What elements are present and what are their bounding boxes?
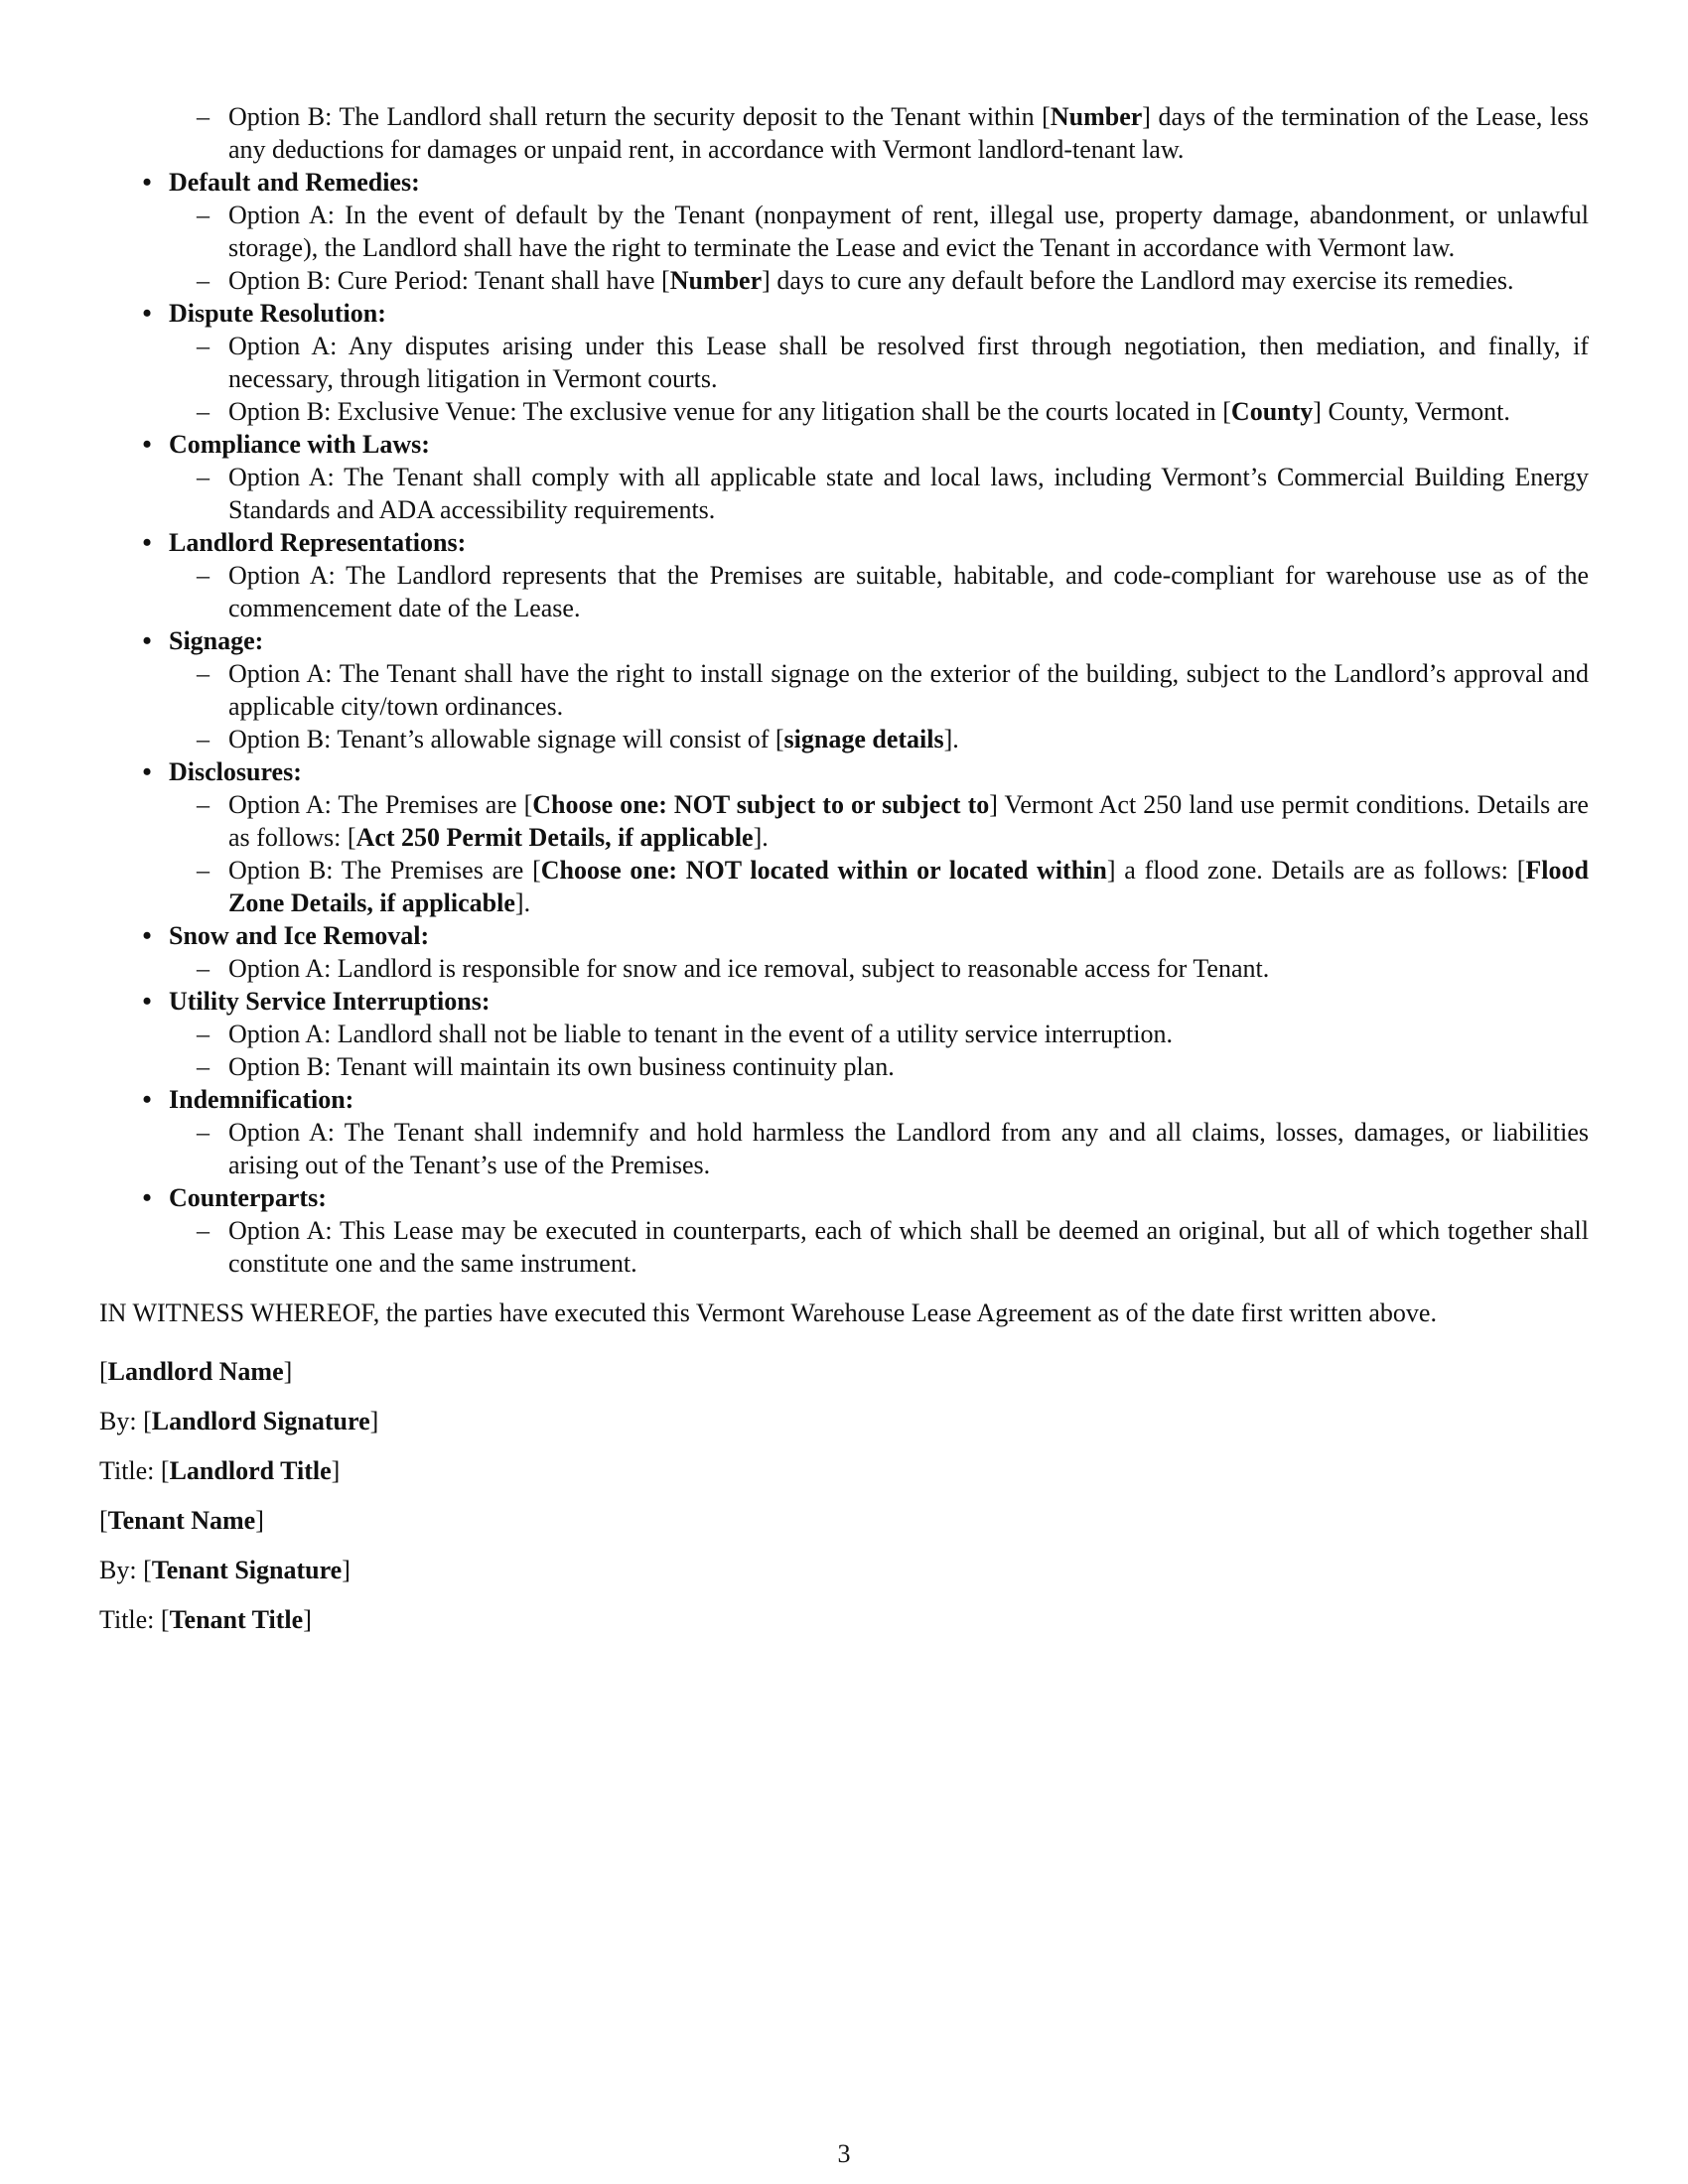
clause-option [169, 264, 1589, 297]
signature-line: [Tenant Name] [99, 1506, 264, 1535]
option-text-segment: Option A: The Premises are [228, 790, 524, 819]
option-text [228, 1118, 1589, 1179]
clause-title: Disclosures: [169, 757, 302, 786]
option-text-segment: [ [523, 790, 533, 819]
bullet-marker: • [142, 1085, 152, 1114]
signature-line: By: [Tenant Signature] [99, 1556, 351, 1584]
option-text-segment: ] [989, 790, 998, 819]
option-text-segment: Option A: The Tenant shall have the right to install signage on the exterior of the building, subject to the Landlord’s approval and applicable city/town ordinances. [228, 659, 1589, 721]
clause-option [169, 657, 1589, 723]
signature-placeholder: Landlord Signature [151, 1407, 370, 1435]
clause-option [169, 723, 1589, 755]
clause-title: Landlord Representations: [169, 528, 467, 557]
signature-line: [Landlord Name] [99, 1357, 293, 1386]
option-text-segment: Option B: The Premises are [228, 856, 533, 885]
clause-item [99, 100, 1589, 166]
signature-placeholder: Tenant Signature [151, 1556, 343, 1584]
bullet-marker: • [142, 987, 152, 1016]
dash-marker: – [197, 1020, 210, 1048]
option-text-segment: Option B: Cure Period: Tenant shall have [228, 266, 662, 295]
bullet-marker: • [142, 430, 152, 459]
clause-option [169, 100, 1589, 166]
option-text-segment: Option A: The Tenant shall indemnify and hold harmless the Landlord from any and all claims, losses, damages, or liabilities arising out of the Tenant’s use of the Premises. [228, 1118, 1589, 1179]
option-text-segment: ]. [514, 888, 531, 917]
option-text [228, 332, 1589, 393]
clause-item [99, 428, 1589, 526]
clause-options [169, 788, 1589, 919]
option-text-segment: County, Vermont. [1321, 397, 1510, 426]
option-text-segment: [ [661, 266, 670, 295]
placeholder-field: Choose one: NOT subject to or subject to [532, 790, 990, 819]
bullet-marker: • [142, 921, 152, 950]
signature-placeholder: Tenant Title [169, 1605, 304, 1634]
clause-options [169, 657, 1589, 755]
clause-title: Utility Service Interruptions: [169, 987, 491, 1016]
option-text-segment: [ [1222, 397, 1231, 426]
signature-line: By: [Landlord Signature] [99, 1407, 379, 1435]
option-text-segment: Option A: Landlord is responsible for snow and ice removal, subject to reasonable access for Tenant. [228, 954, 1270, 983]
clause-options [169, 100, 1589, 166]
clause-title: Default and Remedies: [169, 168, 420, 197]
option-text-segment: Option B: Tenant’s allowable signage will consist of [228, 725, 775, 753]
clause-option [169, 952, 1589, 985]
dash-marker: – [197, 790, 210, 819]
clause-options [169, 952, 1589, 985]
dash-marker: – [197, 954, 210, 983]
clause-option [169, 1018, 1589, 1050]
placeholder-field: Number [1050, 102, 1143, 131]
clause-title: Signage: [169, 626, 264, 655]
signature-label: By: [99, 1407, 144, 1435]
bullet-marker: • [142, 528, 152, 557]
clause-item [99, 624, 1589, 755]
clause-item [99, 1083, 1589, 1181]
option-text [228, 1052, 895, 1081]
option-text-segment: a flood zone. Details are as follows: [1115, 856, 1517, 885]
clause-option [169, 788, 1589, 854]
option-text [228, 954, 1269, 983]
clause-option [169, 395, 1589, 428]
dash-marker: – [197, 201, 210, 229]
option-text-segment: Option B: Tenant will maintain its own business continuity plan. [228, 1052, 895, 1081]
dash-marker: – [197, 1052, 210, 1081]
option-text-segment: days to cure any default before the Landlord may exercise its remedies. [770, 266, 1514, 295]
dash-marker: – [197, 659, 210, 688]
placeholder-field: County [1230, 397, 1314, 426]
placeholder-field: Choose one: NOT located within or located within [540, 856, 1107, 885]
option-text-segment: Option A: The Landlord represents that the Premises are suitable, habitable, and code-compliant for warehouse use as of the commencement date of the Lease. [228, 561, 1589, 622]
document-page [99, 100, 1589, 1636]
page-number: 3 [837, 2139, 851, 2168]
clause-title: Snow and Ice Removal: [169, 921, 430, 950]
option-text [228, 1020, 1173, 1048]
lease-clause-list [99, 100, 1589, 1280]
clause-title: Counterparts: [169, 1183, 327, 1212]
option-text-segment: ]. [943, 725, 959, 753]
clause-options [169, 1214, 1589, 1280]
signature-placeholder: Landlord Title [169, 1456, 332, 1485]
option-text-segment: [ [347, 823, 356, 852]
clause-item [99, 919, 1589, 985]
option-text-segment: Option A: Landlord shall not be liable to tenant in the event of a utility service interruption. [228, 1020, 1173, 1048]
option-text-segment: days of the termination of the Lease, less any deductions for damages or unpaid rent, in accordance with Vermont landlord-tenant law. [228, 102, 1589, 164]
option-text-segment: Option B: Exclusive Venue: The exclusive venue for any litigation shall be the courts located in [228, 397, 1223, 426]
clause-item [99, 1181, 1589, 1280]
option-text [228, 463, 1589, 524]
dash-marker: – [197, 266, 210, 295]
option-text [228, 659, 1589, 721]
signature-label: Title: [99, 1605, 161, 1634]
option-text-segment: Option A: Any disputes arising under this Lease shall be resolved first through negotiation, then mediation, and finally, if necessary, through litigation in Vermont courts. [228, 332, 1589, 393]
option-text [228, 1216, 1589, 1278]
dash-marker: – [197, 561, 210, 590]
clause-option [169, 1050, 1589, 1083]
clause-item [99, 526, 1589, 624]
placeholder-field: Flood Zone Details, if applicable [228, 856, 1589, 917]
dash-marker: – [197, 1118, 210, 1147]
signature-line: Title: [Landlord Title] [99, 1456, 341, 1485]
placeholder-field: Number [669, 266, 763, 295]
dash-marker: – [197, 397, 210, 426]
option-text-segment: ] [1313, 397, 1322, 426]
signature-line: Title: [Tenant Title] [99, 1605, 312, 1634]
signature-label: By: [99, 1556, 144, 1584]
option-text-segment: ] [1106, 856, 1116, 885]
dash-marker: – [197, 1216, 210, 1245]
option-text [228, 561, 1589, 622]
dash-marker: – [197, 332, 210, 360]
option-text-segment: Option A: In the event of default by the Tenant (nonpayment of rent, illegal use, property damage, abandonment, or unlawful storage), the Landlord shall have the right to terminate the Lease and evict the Tenant in accordance with Vermont law. [228, 201, 1589, 262]
option-text-segment: [ [1042, 102, 1051, 131]
bullet-marker: • [142, 299, 152, 328]
option-text [228, 856, 1589, 917]
dash-marker: – [197, 463, 210, 491]
clause-option [169, 1116, 1589, 1181]
witness-paragraph: IN WITNESS WHEREOF, the parties have executed this Vermont Warehouse Lease Agreement as of the date first written above. [99, 1298, 1437, 1327]
option-text-segment: ] [762, 266, 771, 295]
option-text [228, 725, 959, 753]
dash-marker: – [197, 856, 210, 885]
clause-options [169, 461, 1589, 526]
option-text-segment: Option B: The Landlord shall return the security deposit to the Tenant within [228, 102, 1043, 131]
placeholder-field: Act 250 Permit Details, if applicable [355, 823, 754, 852]
signature-block [99, 1355, 1589, 1636]
signature-placeholder: Tenant Name [107, 1506, 256, 1535]
clause-option [169, 854, 1589, 919]
signature-label: Title: [99, 1456, 161, 1485]
option-text-segment: ] [1142, 102, 1151, 131]
option-text [228, 790, 1589, 852]
clause-option [169, 330, 1589, 395]
bullet-marker: • [142, 168, 152, 197]
clause-options [169, 199, 1589, 297]
option-text-segment: Option A: This Lease may be executed in counterparts, each of which shall be deemed an original, but all of which together shall constitute one and the same instrument. [228, 1216, 1589, 1278]
clause-item [99, 755, 1589, 919]
bullet-marker: • [142, 626, 152, 655]
clause-options [169, 1018, 1589, 1083]
clause-option [169, 559, 1589, 624]
option-text-segment: [ [1516, 856, 1526, 885]
clause-options [169, 559, 1589, 624]
signature-placeholder: Landlord Name [107, 1357, 284, 1386]
dash-marker: – [197, 725, 210, 753]
placeholder-field: signage details [783, 725, 944, 753]
option-text [228, 102, 1589, 164]
clause-item [99, 985, 1589, 1083]
option-text-segment: Vermont Act 250 land use permit conditions. Details are as follows: [228, 790, 1589, 852]
option-text-segment: [ [774, 725, 784, 753]
clause-options [169, 1116, 1589, 1181]
bullet-marker: • [142, 1183, 152, 1212]
option-text [228, 201, 1589, 262]
clause-options [169, 330, 1589, 428]
bullet-marker: • [142, 757, 152, 786]
clause-title: Dispute Resolution: [169, 299, 386, 328]
clause-item [99, 166, 1589, 297]
option-text-segment: Option A: The Tenant shall comply with all applicable state and local laws, including Vermont’s Commercial Building Energy Standards and ADA accessibility requirements. [228, 463, 1589, 524]
option-text-segment: [ [532, 856, 541, 885]
clause-option [169, 1214, 1589, 1280]
clause-title: Indemnification: [169, 1085, 354, 1114]
clause-title: Compliance with Laws: [169, 430, 430, 459]
option-text-segment: ]. [753, 823, 769, 852]
clause-option [169, 461, 1589, 526]
option-text [228, 397, 1510, 426]
option-text [228, 266, 1513, 295]
dash-marker: – [197, 102, 210, 131]
clause-item [99, 297, 1589, 428]
clause-option [169, 199, 1589, 264]
